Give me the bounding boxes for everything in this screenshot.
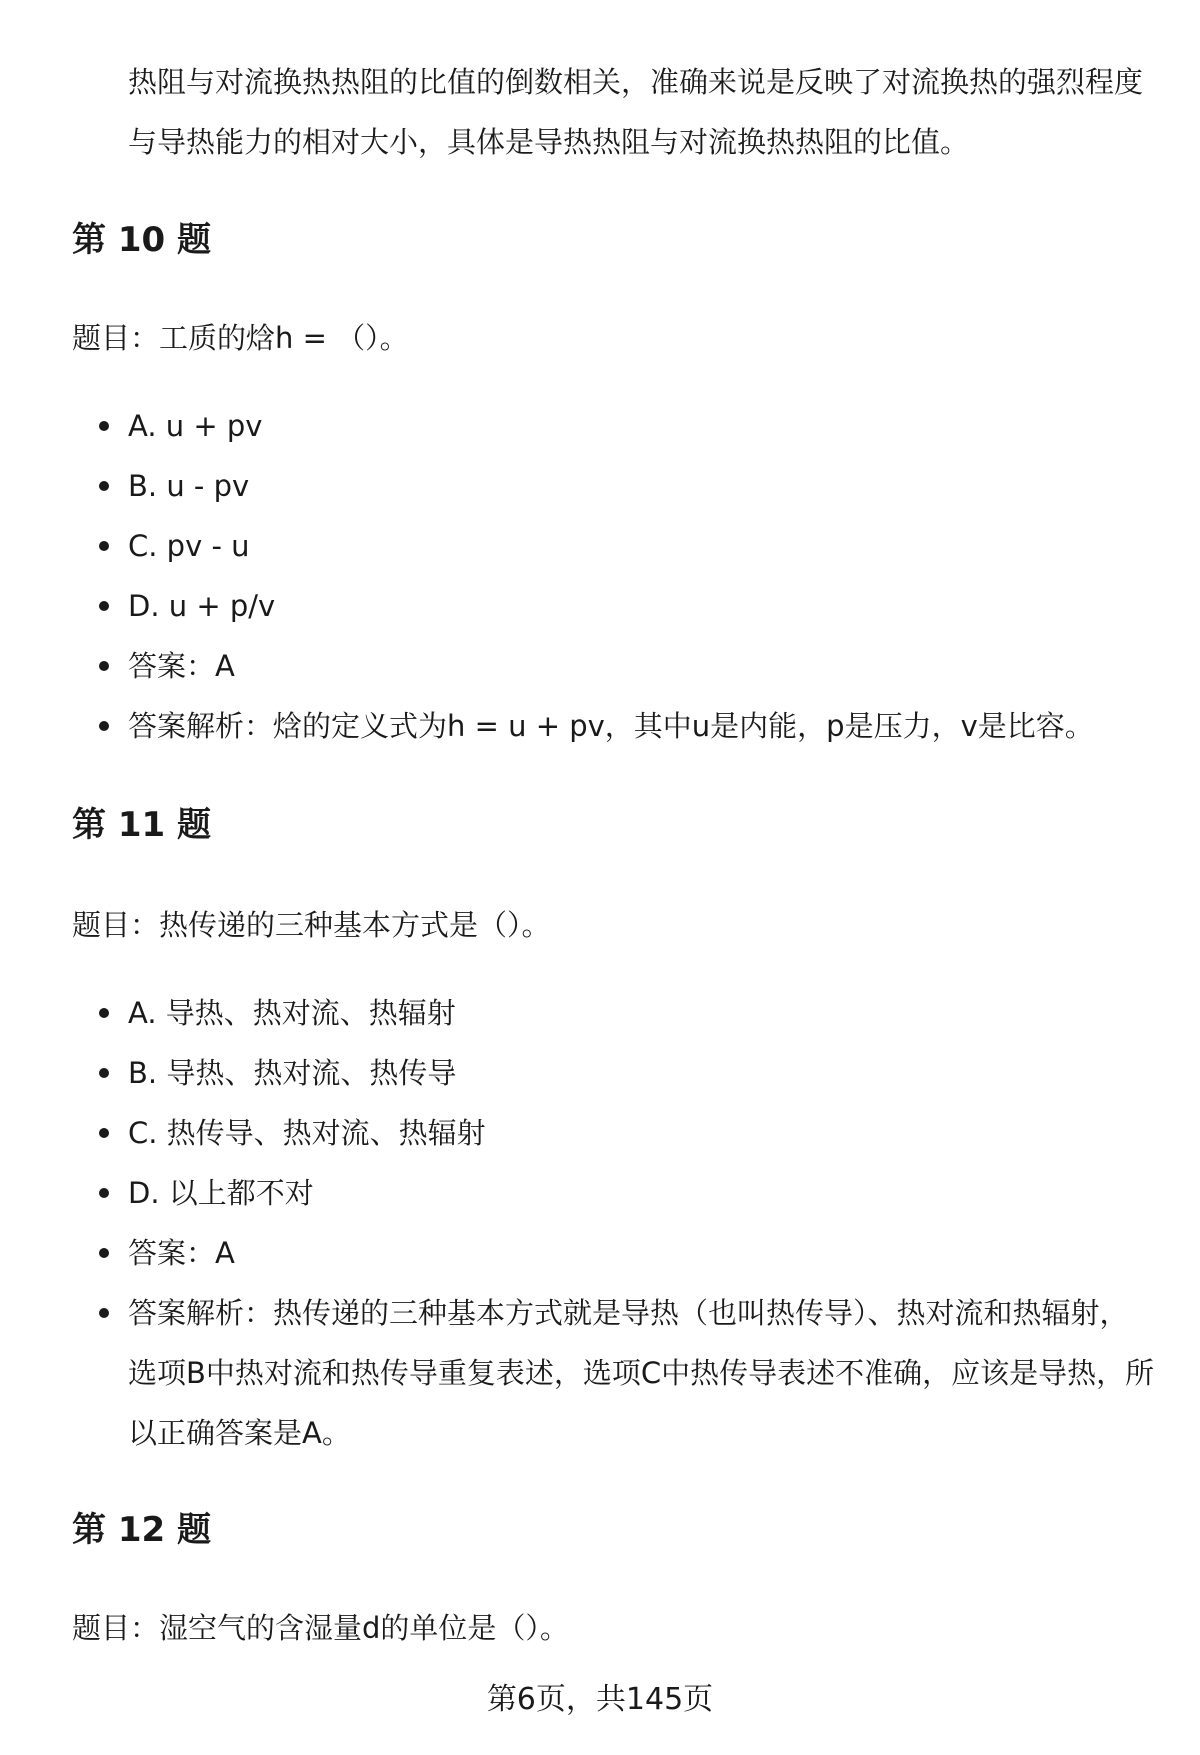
question-10-heading: 第 10 题: [72, 220, 211, 260]
answer-explanation: 答案解析：焓的定义式为h = u + pv，其中u是内能，p是压力，v是比容。: [96, 696, 1156, 756]
answer-explanation: 答案解析：热传递的三种基本方式就是导热（也叫热传导）、热对流和热辐射，选项B中热对流和热传导重复表述，选项C中热传导表述不准确，应该是导热，所以正确答案是A。: [96, 1283, 1156, 1463]
option-b: B. 导热、热对流、热传导: [96, 1043, 1156, 1103]
option-d: D. u + p/v: [96, 576, 1156, 636]
question-12-prompt: 题目：湿空气的含湿量d的单位是（）。: [72, 1611, 569, 1645]
question-11-options: [96, 983, 1156, 1463]
option-a: A. 导热、热对流、热辐射: [96, 983, 1156, 1043]
option-b: B. u - pv: [96, 456, 1156, 516]
page-number-footer: 第6页，共145页: [486, 1682, 714, 1717]
question-10-prompt: 题目：工质的焓h = （）。: [72, 321, 409, 355]
continued-explanation: 热阻与对流换热热阻的比值的倒数相关，准确来说是反映了对流换热的强烈程度与导热能力的相对大小，具体是导热热阻与对流换热热阻的比值。: [128, 65, 1144, 159]
question-12-heading: 第 12 题: [72, 1510, 211, 1550]
option-c: C. 热传导、热对流、热辐射: [96, 1103, 1156, 1163]
option-d: D. 以上都不对: [96, 1163, 1156, 1223]
question-10-options: [96, 396, 1156, 756]
question-11-heading: 第 11 题: [72, 805, 211, 845]
answer: 答案：A: [96, 636, 1156, 696]
question-11-prompt: 题目：热传递的三种基本方式是（）。: [72, 908, 551, 942]
option-c: C. pv - u: [96, 516, 1156, 576]
option-a: A. u + pv: [96, 396, 1156, 456]
answer: 答案：A: [96, 1223, 1156, 1283]
